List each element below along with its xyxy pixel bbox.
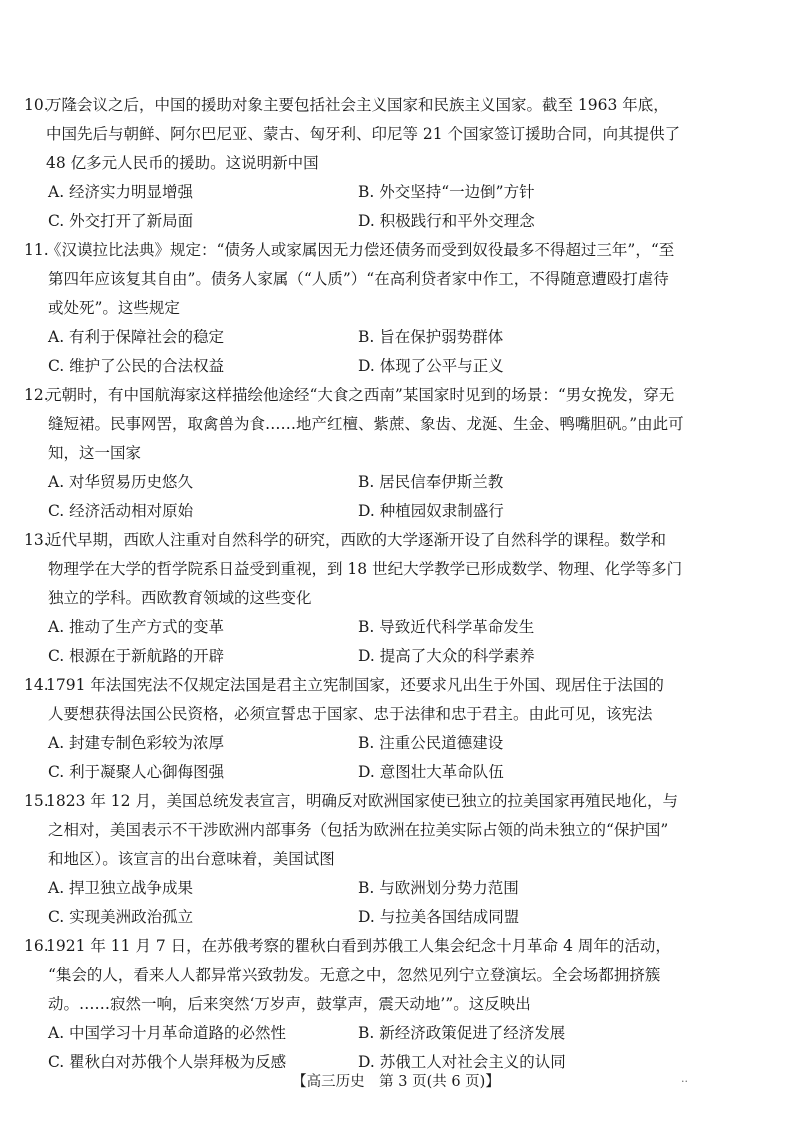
page-footer xyxy=(0,1072,800,1092)
option-d: D. 种植园奴隶制盛行 xyxy=(358,502,504,520)
option-c: C. 实现美洲政治孤立 xyxy=(48,908,194,926)
option-b: B. 注重公民道德建设 xyxy=(358,734,504,752)
option-a: A. 对华贸易历史悠久 xyxy=(48,473,194,491)
question-stem-line: 或处死”。这些规定 xyxy=(48,299,180,317)
question-number: 10. xyxy=(24,96,49,114)
question-stem-line: 元朝时，有中国航海家这样描绘他途经“大食之西南”某国家时见到的场景：“男女挽发，穿无 xyxy=(46,386,675,404)
option-d: D. 积极践行和平外交理念 xyxy=(358,212,535,230)
question-stem-line: 之相对，美国表示不干涉欧洲内部事务（包括为欧洲在拉美实际占领的尚未独立的“保护国” xyxy=(48,821,669,839)
corner-mark: .. xyxy=(681,1072,688,1085)
question-stem-line: 万隆会议之后，中国的援助对象主要包括社会主义国家和民族主义国家。截至 1963 年底， xyxy=(46,96,669,114)
option-c: C. 利于凝聚人心御侮图强 xyxy=(48,763,225,781)
option-a: A. 捍卫独立战争成果 xyxy=(48,879,194,897)
question-number: 14. xyxy=(24,676,49,694)
question-stem-line: 知，这一国家 xyxy=(48,444,142,462)
question-stem-line: 48 亿多元人民币的援助。这说明新中国 xyxy=(46,154,319,172)
option-b: B. 旨在保护弱势群体 xyxy=(358,328,504,346)
option-a: A. 经济实力明显增强 xyxy=(48,183,194,201)
option-a: A. 封建专制色彩较为浓厚 xyxy=(48,734,225,752)
option-c: C. 根源在于新航路的开辟 xyxy=(48,647,225,665)
option-a: A. 有利于保障社会的稳定 xyxy=(48,328,225,346)
option-a: A. 推动了生产方式的变革 xyxy=(48,618,225,636)
question-stem-line: 独立的学科。西欧教育领域的这些变化 xyxy=(48,589,312,607)
question-stem-line: 《汉谟拉比法典》规定：“债务人或家属因无力偿还债务而受到奴役最多不得超过三年”，“至 xyxy=(46,241,675,259)
question-number: 11. xyxy=(24,241,49,259)
question-stem-line: 人要想获得法国公民资格，必须宣誓忠于国家、忠于法律和忠于君主。由此可见，该宪法 xyxy=(48,705,653,723)
option-b: B. 新经济政策促进了经济发展 xyxy=(358,1024,566,1042)
option-b: B. 外交坚持“一边倒”方针 xyxy=(358,183,535,201)
question-number: 12. xyxy=(24,386,49,404)
question-number: 16. xyxy=(24,937,49,955)
footer-text: 【高三历史 第 3 页(共 6 页)】 xyxy=(292,1074,500,1090)
option-d: D. 与拉美各国结成同盟 xyxy=(358,908,520,926)
option-b: B. 与欧洲划分势力范围 xyxy=(358,879,519,897)
question-stem-line: 1791 年法国宪法不仅规定法国是君主立宪制国家，还要求凡出生于外国、现居住于法国的 xyxy=(46,676,664,694)
option-c: C. 外交打开了新局面 xyxy=(48,212,194,230)
question-stem-line: 中国先后与朝鲜、阿尔巴尼亚、蒙古、匈牙利、印尼等 21 个国家签订援助合同，向其提供了 xyxy=(46,125,681,143)
question-number: 13. xyxy=(24,531,49,549)
option-b: B. 导致近代科学革命发生 xyxy=(358,618,535,636)
question-stem-line: 1921 年 11 月 7 日，在苏俄考察的瞿秋白看到苏俄工人集会纪念十月革命 4 周年的活动， xyxy=(46,937,671,955)
option-d: D. 苏俄工人对社会主义的认同 xyxy=(358,1053,566,1071)
option-b: B. 居民信奉伊斯兰教 xyxy=(358,473,504,491)
option-c: C. 经济活动相对原始 xyxy=(48,502,194,520)
question-stem-line: 第四年应该复其自由”。债务人家属（“人质”）“在高利贷者家中作工，不得随意遭殴打虐待 xyxy=(48,270,669,288)
question-number: 15. xyxy=(24,792,49,810)
question-stem-line: 近代早期，西欧人注重对自然科学的研究，西欧的大学逐渐开设了自然科学的课程。数学和 xyxy=(46,531,667,549)
option-d: D. 提高了大众的科学素养 xyxy=(358,647,535,665)
option-d: D. 意图壮大革命队伍 xyxy=(358,763,504,781)
question-stem-line: 1823 年 12 月，美国总统发表宣言，明确反对欧洲国家使已独立的拉美国家再殖民地化，与 xyxy=(46,792,678,810)
option-a: A. 中国学习十月革命道路的必然性 xyxy=(48,1024,287,1042)
question-stem-line: 缝短裙。民事网罟，取禽兽为食……地产红檀、紫蔗、象齿、龙涎、生金、鸭嘴胆矾。”由此可 xyxy=(48,415,684,433)
option-d: D. 体现了公平与正义 xyxy=(358,357,504,375)
question-stem-line: 和地区）。该宣言的出台意味着，美国试图 xyxy=(48,850,335,868)
question-stem-line: “集会的人，看来人人都异常兴致勃发。无意之中，忽然见列宁立登演坛。全会场都拥挤簇 xyxy=(48,966,661,984)
option-c: C. 瞿秋白对苏俄个人崇拜极为反感 xyxy=(48,1053,287,1071)
question-stem-line: 动。……寂然一响，后来突然‘万岁声，鼓掌声，震天动地’”。这反映出 xyxy=(48,995,531,1013)
option-c: C. 维护了公民的合法权益 xyxy=(48,357,225,375)
question-stem-line: 物理学在大学的哲学院系日益受到重视，到 18 世纪大学教学已形成数学、物理、化学等多门 xyxy=(48,560,683,578)
